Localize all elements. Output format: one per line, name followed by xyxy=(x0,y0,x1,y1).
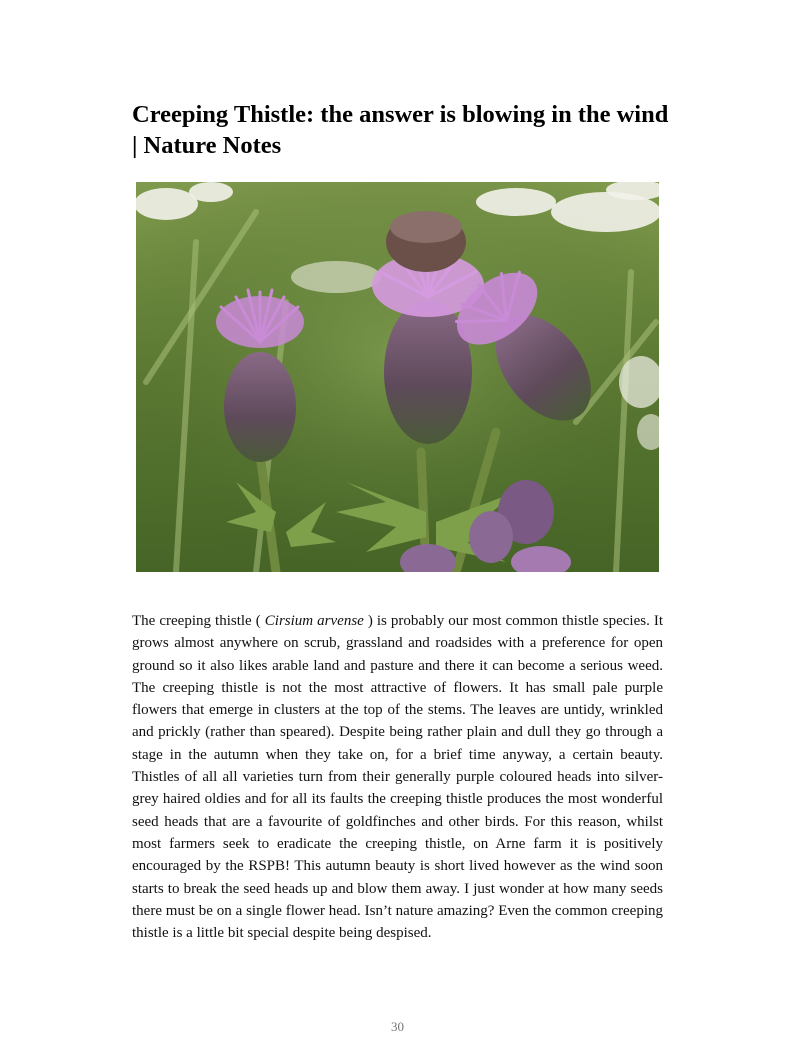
thistle-bud-top xyxy=(386,211,466,272)
article-title: Creeping Thistle: the answer is blowing in the wind | Nature Notes xyxy=(132,101,669,159)
article-body xyxy=(132,610,663,944)
species-name: Cirsium arvense xyxy=(264,613,364,629)
page-number: 30 xyxy=(391,1019,404,1034)
body-text: ) is probably our most common thistle species. It grows almost anywhere on scrub, grassland and roadsides with a preference for open ground so it also likes arable land and pasture and there it can become a serious weed. The creeping thistle is not the most attractive of flowers. It has small pale purple flowers that emerge in clusters at the top of the stems. The leaves are untidy, wrinkled and prickly (rather than speared). Despite being rather plain and dull they go through a stage in the autumn when they take on, for a brief time anyway, a certain beauty. Thistles of all all varieties turn from their generally purple coloured heads into silver-grey haired oldies and for all its faults the creeping thistle produces the most wonderful seed heads that are a favourite of goldfinches and other birds. For this reason, whilst most farmers seek to eradicate the creeping thistle, on Arne farm it is positively encouraged by the RSPB! This autumn beauty is short lived however as the wind soon starts to break the seed heads up and blow them away. I just wonder at how many seeds there must be on a single flower head. Isn’t nature amazing? Even the common creeping thistle is a little bit special despite being despised. xyxy=(132,613,664,942)
body-intro: The creeping thistle ( xyxy=(132,613,261,629)
thistle-photo xyxy=(136,182,659,572)
